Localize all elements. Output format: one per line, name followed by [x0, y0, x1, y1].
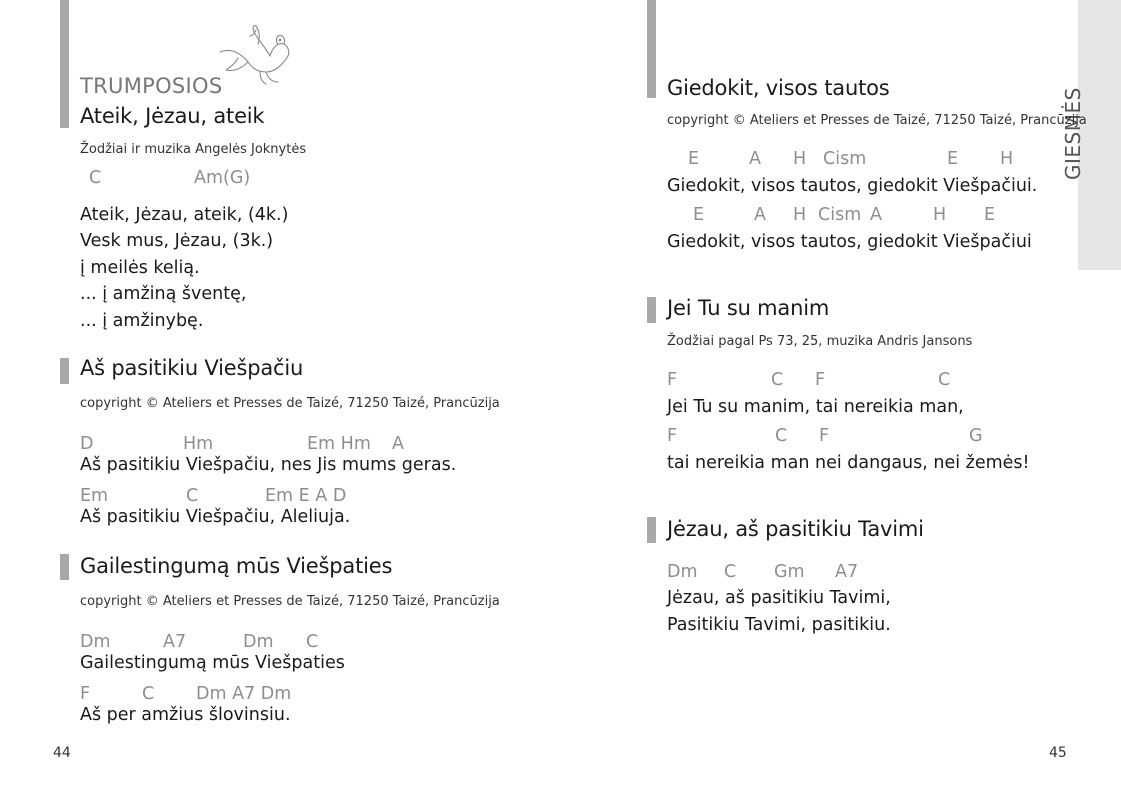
chord: C	[771, 370, 784, 390]
song-title: Gailestingumą mūs Viešpaties	[80, 554, 393, 578]
chord: H	[793, 205, 807, 225]
chapter-tab-label: GIESMĖS	[1061, 87, 1085, 180]
lyric-line: Ateik, Jėzau, ateik, (4k.)	[80, 205, 289, 225]
chord: Cism	[823, 149, 867, 169]
page-number: 44	[53, 745, 71, 761]
lyric-line: Giedokit, visos tautos, giedokit Viešpačiui	[667, 232, 1032, 252]
song-title: Jei Tu su manim	[667, 296, 830, 320]
chord: Dm	[667, 562, 698, 582]
chord: F	[80, 684, 91, 704]
song-title: Jėzau, aš pasitikiu Tavimi	[667, 517, 924, 541]
chord: C	[724, 562, 737, 582]
section-marker	[60, 0, 69, 128]
category-title: TRUMPOSIOS	[80, 74, 223, 98]
section-marker	[60, 554, 69, 580]
lyric-line: Vesk mus, Jėzau, (3k.)	[80, 231, 274, 251]
section-marker	[60, 358, 69, 384]
chord: C	[89, 168, 102, 188]
lyric-line: Aš pasitikiu Viešpačiu, nes Jis mums geras.	[80, 455, 457, 475]
chord: H	[933, 205, 947, 225]
chord: A7	[835, 562, 859, 582]
chord: A	[392, 434, 404, 454]
chord: F	[667, 426, 678, 446]
section-marker	[647, 297, 656, 323]
chord: A	[749, 149, 761, 169]
dove-icon	[216, 22, 296, 86]
chord: C	[306, 632, 319, 652]
chord: E	[693, 205, 705, 225]
lyric-line: Jei Tu su manim, tai nereikia man,	[667, 397, 964, 417]
song-title: Aš pasitikiu Viešpačiu	[80, 356, 304, 380]
chord: Em	[80, 486, 109, 506]
lyric-line: tai nereikia man nei dangaus, nei žemės!	[667, 453, 1030, 473]
chord: F	[667, 370, 678, 390]
lyric-line: Aš per amžius šlovinsiu.	[80, 705, 291, 725]
chord: C	[775, 426, 788, 446]
chord: Dm	[243, 632, 274, 652]
chord: H	[793, 149, 807, 169]
song-credit: Žodžiai pagal Ps 73, 25, muzika Andris Jansons	[667, 334, 973, 349]
chord: F	[815, 370, 826, 390]
song-credit: Žodžiai ir muzika Angelės Joknytės	[80, 142, 307, 157]
lyric-line: Aš pasitikiu Viešpačiu, Aleliuja.	[80, 507, 351, 527]
lyric-line: Giedokit, visos tautos, giedokit Viešpačiui.	[667, 176, 1038, 196]
lyric-line: Pasitikiu Tavimi, pasitikiu.	[667, 615, 891, 635]
song-credit: copyright © Ateliers et Presses de Taizé, 71250 Taizé, Prancūzija	[80, 396, 500, 411]
chord: Dm A7 Dm	[196, 684, 292, 704]
chord: Dm	[80, 632, 111, 652]
song-title: Ateik, Jėzau, ateik	[80, 104, 265, 128]
song-title: Giedokit, visos tautos	[667, 76, 890, 100]
chord: Em Hm	[307, 434, 371, 454]
lyric-line: ... į amžinybę.	[80, 311, 204, 331]
chord: G	[969, 426, 983, 446]
chord: Gm	[774, 562, 805, 582]
left-page	[0, 0, 560, 801]
section-marker	[647, 0, 656, 98]
song-credit: copyright © Ateliers et Presses de Taizé, 71250 Taizé, Prancūzija	[80, 594, 500, 609]
chord: C	[186, 486, 199, 506]
lyric-line: Gailestingumą mūs Viešpaties	[80, 653, 345, 673]
chord: Am(G)	[194, 168, 251, 188]
lyric-line: į meilės kelią.	[80, 258, 200, 278]
chord: Cism	[818, 205, 862, 225]
chord: A	[870, 205, 882, 225]
chord: E	[688, 149, 700, 169]
chord: H	[1000, 149, 1014, 169]
chord: Hm	[183, 434, 214, 454]
chord: F	[819, 426, 830, 446]
chord: A	[754, 205, 766, 225]
page-number: 45	[1049, 745, 1067, 761]
chord: E	[984, 205, 996, 225]
chord: C	[142, 684, 155, 704]
chord: D	[80, 434, 94, 454]
chord: Em E A D	[265, 486, 347, 506]
song-credit: copyright © Ateliers et Presses de Taizé, 71250 Taizé, Prancūzija	[667, 113, 1087, 128]
lyric-line: Jėzau, aš pasitikiu Tavimi,	[667, 588, 891, 608]
chord: C	[938, 370, 951, 390]
lyric-line: ... į amžiną šventę,	[80, 284, 247, 304]
chord: A7	[163, 632, 187, 652]
chord: E	[947, 149, 959, 169]
section-marker	[647, 517, 656, 543]
